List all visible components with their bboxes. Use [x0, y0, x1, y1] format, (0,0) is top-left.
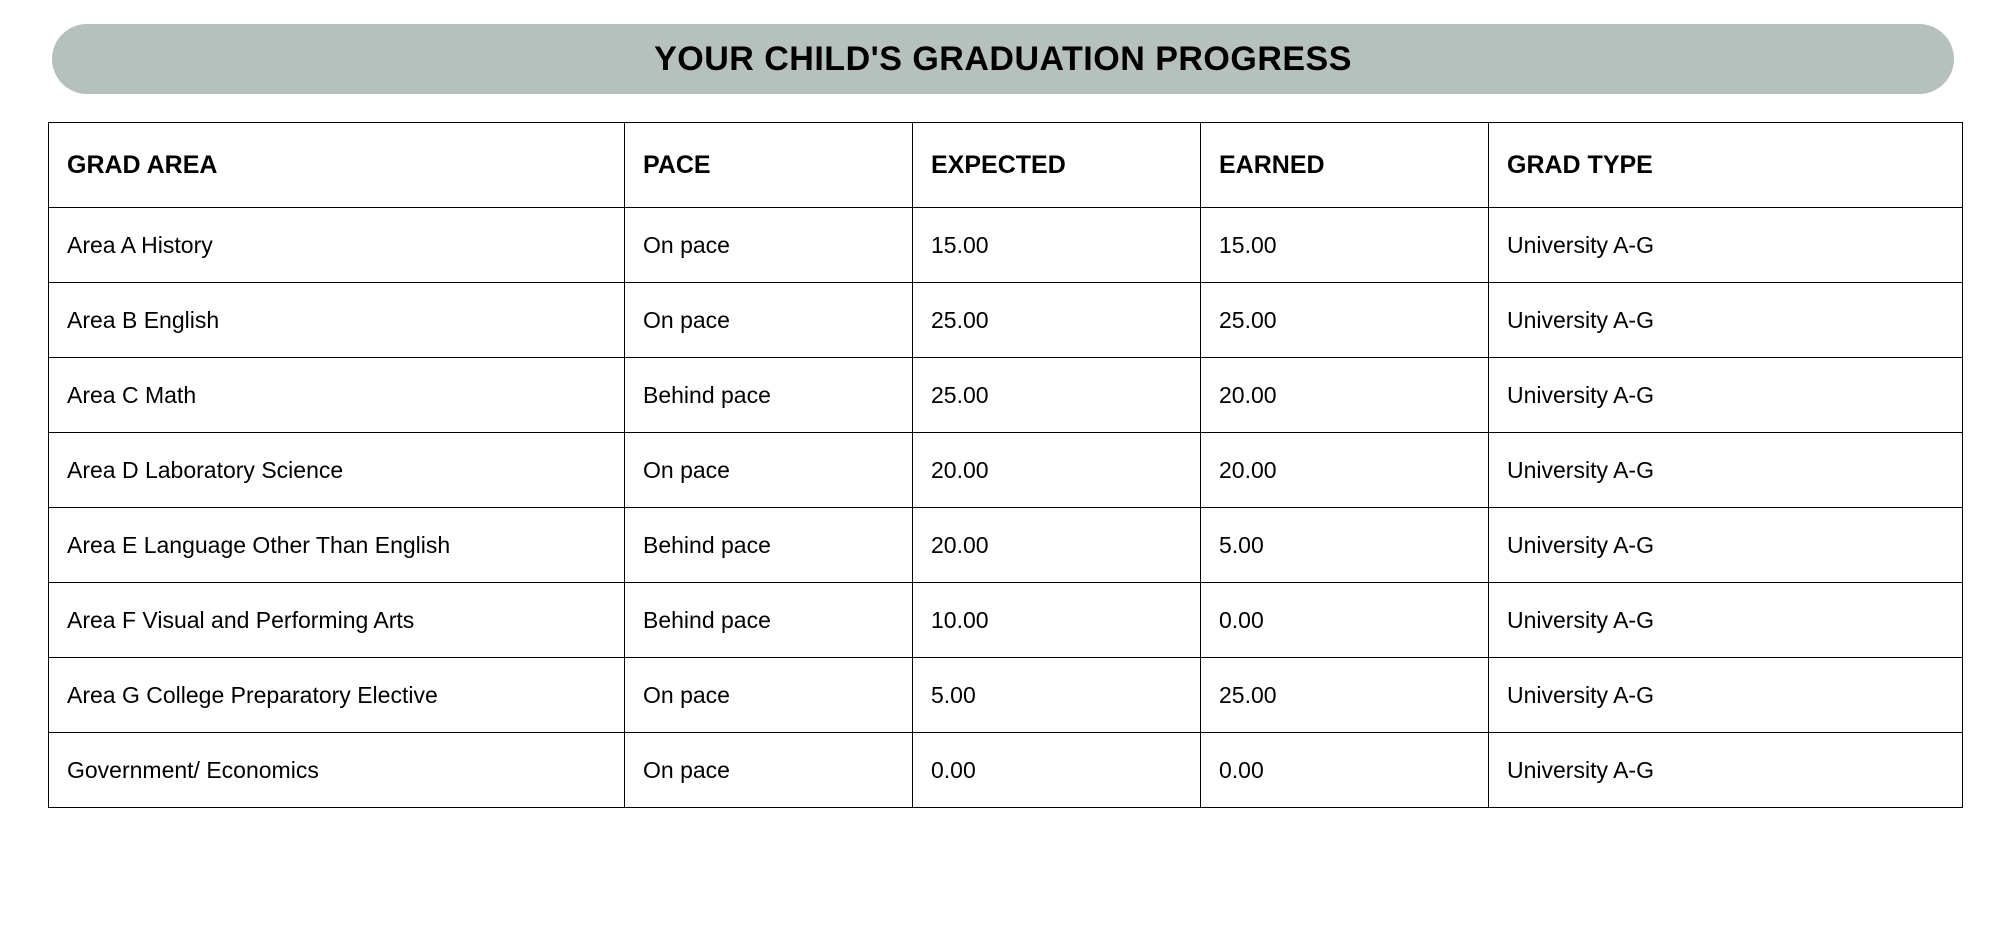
column-header-expected: EXPECTED [913, 123, 1201, 208]
table-row [49, 208, 1963, 283]
cell-grad-area: Area F Visual and Performing Arts [49, 583, 625, 658]
column-header-earned: EARNED [1201, 123, 1489, 208]
cell-earned: 15.00 [1201, 208, 1489, 283]
table-row [49, 283, 1963, 358]
cell-expected: 25.00 [913, 358, 1201, 433]
cell-expected: 5.00 [913, 658, 1201, 733]
cell-earned: 0.00 [1201, 583, 1489, 658]
table-row [49, 358, 1963, 433]
cell-expected: 10.00 [913, 583, 1201, 658]
cell-expected: 15.00 [913, 208, 1201, 283]
cell-earned: 20.00 [1201, 358, 1489, 433]
table-row [49, 658, 1963, 733]
cell-expected: 20.00 [913, 508, 1201, 583]
table-row [49, 508, 1963, 583]
cell-earned: 0.00 [1201, 733, 1489, 808]
cell-grad-type: University A-G [1489, 733, 1963, 808]
cell-grad-type: University A-G [1489, 358, 1963, 433]
cell-expected: 25.00 [913, 283, 1201, 358]
cell-grad-type: University A-G [1489, 658, 1963, 733]
cell-pace: On pace [625, 658, 913, 733]
table-header-row [49, 123, 1963, 208]
graduation-progress-table [48, 122, 1963, 808]
table-header [49, 123, 1963, 208]
cell-expected: 0.00 [913, 733, 1201, 808]
page-header-banner [52, 24, 1954, 94]
cell-pace: On pace [625, 433, 913, 508]
cell-grad-area: Area G College Preparatory Elective [49, 658, 625, 733]
cell-earned: 25.00 [1201, 283, 1489, 358]
cell-grad-area: Area B English [49, 283, 625, 358]
cell-grad-area: Government/ Economics [49, 733, 625, 808]
column-header-pace: PACE [625, 123, 913, 208]
cell-grad-type: University A-G [1489, 208, 1963, 283]
cell-earned: 5.00 [1201, 508, 1489, 583]
cell-grad-type: University A-G [1489, 283, 1963, 358]
cell-pace: Behind pace [625, 358, 913, 433]
cell-expected: 20.00 [913, 433, 1201, 508]
graduation-table-container [48, 122, 1958, 808]
graduation-progress-page [0, 24, 2006, 938]
cell-earned: 20.00 [1201, 433, 1489, 508]
column-header-grad-type: GRAD TYPE [1489, 123, 1963, 208]
column-header-grad-area: GRAD AREA [49, 123, 625, 208]
table-row [49, 583, 1963, 658]
cell-pace: On pace [625, 733, 913, 808]
table-body [49, 208, 1963, 808]
cell-grad-area: Area E Language Other Than English [49, 508, 625, 583]
table-row [49, 733, 1963, 808]
cell-grad-area: Area A History [49, 208, 625, 283]
cell-pace: On pace [625, 208, 913, 283]
cell-pace: On pace [625, 283, 913, 358]
table-row [49, 433, 1963, 508]
cell-grad-area: Area C Math [49, 358, 625, 433]
cell-pace: Behind pace [625, 508, 913, 583]
cell-earned: 25.00 [1201, 658, 1489, 733]
cell-grad-type: University A-G [1489, 508, 1963, 583]
cell-grad-type: University A-G [1489, 583, 1963, 658]
cell-grad-area: Area D Laboratory Science [49, 433, 625, 508]
cell-grad-type: University A-G [1489, 433, 1963, 508]
cell-pace: Behind pace [625, 583, 913, 658]
page-title: YOUR CHILD'S GRADUATION PROGRESS [654, 39, 1352, 78]
